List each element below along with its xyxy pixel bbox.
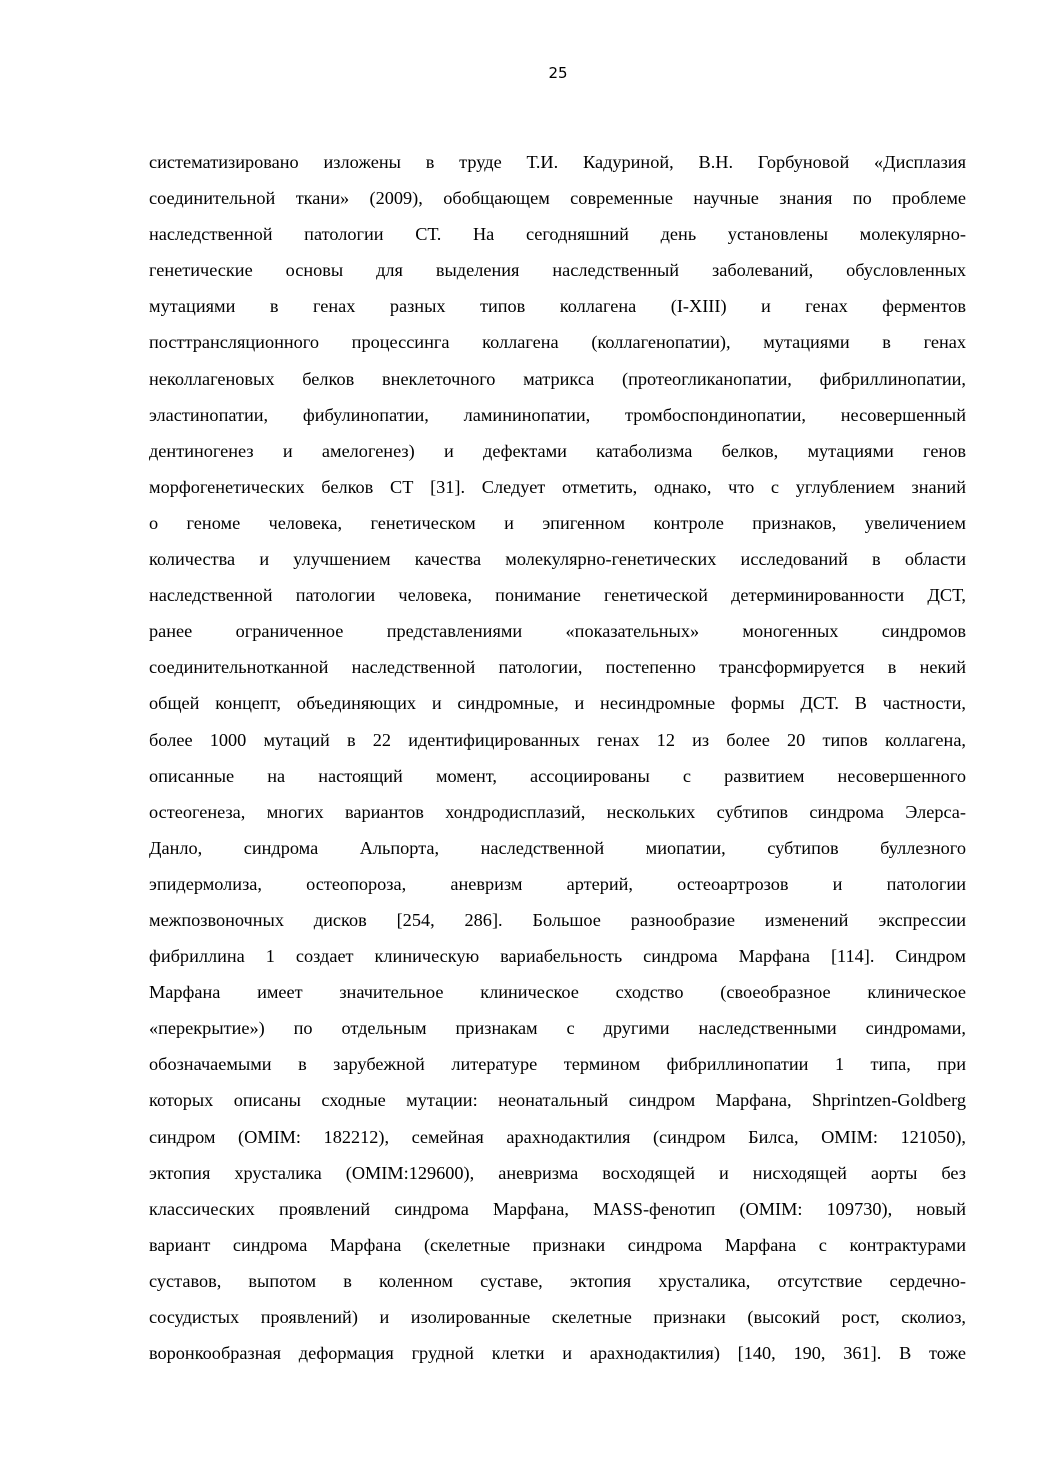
text-line: более 1000 мутаций в 22 идентифицированных генах 12 из более 20 типов коллагена, bbox=[149, 729, 966, 750]
text-line: неколлагеновых белков внеклеточного матрикса (протеогликанопатии, фибриллинопатии, bbox=[149, 368, 966, 389]
body-paragraph bbox=[149, 144, 966, 1371]
text-line: синдром (OMIM: 182212), семейная арахнодактилия (синдром Билса, OMIM: 121050), bbox=[149, 1126, 966, 1147]
text-line: генетические основы для выделения наследственный заболеваний, обусловленных bbox=[149, 260, 966, 281]
text-line: воронкообразная деформация грудной клетки и арахнодактилия) [140, 190, 361]. В тоже bbox=[149, 1343, 966, 1364]
text-line: эластинопатии, фибулинопатии, ламининопатии, тромбоспондинопатии, несовершенный bbox=[149, 404, 966, 425]
text-line: Данло, синдрома Альпорта, наследственной миопатии, субтипов буллезного bbox=[149, 837, 966, 858]
text-line: количества и улучшением качества молекулярно-генетических исследований в области bbox=[149, 549, 966, 570]
text-line: Марфана имеет значительное клиническое сходство (своеобразное клиническое bbox=[149, 982, 966, 1003]
text-line: дентиногенез и амелогенез) и дефектами катаболизма белков, мутациями генов bbox=[149, 440, 966, 461]
text-line: систематизировано изложены в труде Т.И. Кадуриной, В.Н. Горбуновой «Дисплазия bbox=[149, 152, 966, 172]
page-number: 25 bbox=[548, 64, 568, 82]
text-line: описанные на настоящий момент, ассоциированы с развитием несовершенного bbox=[149, 765, 966, 786]
text-line: вариант синдрома Марфана (скелетные признаки синдрома Марфана с контрактурами bbox=[149, 1234, 966, 1255]
text-line: мутациями в генах разных типов коллагена (I-XIII) и генах ферментов bbox=[149, 296, 966, 317]
text-line: наследственной патологии человека, понимание генетической детерминированности ДСТ, bbox=[149, 585, 966, 606]
text-line: соединительнотканной наследственной патологии, постепенно трансформируется в некий bbox=[149, 657, 966, 678]
text-line: суставов, выпотом в коленном суставе, эктопия хрусталика, отсутствие сердечно- bbox=[149, 1270, 966, 1291]
text-line: посттрансляционного процессинга коллагена (коллагенопатии), мутациями в генах bbox=[149, 332, 966, 353]
text-line: эктопия хрусталика (OMIM:129600), аневризма восходящей и нисходящей аорты без bbox=[149, 1162, 966, 1183]
text-line: классических проявлений синдрома Марфана, MASS-фенотип (OMIM: 109730), новый bbox=[149, 1198, 966, 1219]
text-line: межпозвоночных дисков [254, 286]. Большое разнообразие изменений экспрессии bbox=[149, 909, 966, 930]
text-line: соединительной ткани» (2009), обобщающем современные научные знания по проблеме bbox=[149, 188, 966, 209]
text-line: морфогенетических белков СТ [31]. Следует отметить, однако, что с углублением знаний bbox=[149, 476, 966, 497]
text-line: фибриллина 1 создает клиническую вариабельность синдрома Марфана [114]. Синдром bbox=[149, 946, 966, 967]
text-line: остеогенеза, многих вариантов хондродисплазий, нескольких субтипов синдрома Элерса- bbox=[149, 801, 966, 822]
text-line: эпидермолиза, остеопороза, аневризм артерий, остеоартрозов и патологии bbox=[149, 873, 966, 894]
text-line: общей концепт, объединяющих и синдромные, и несиндромные формы ДСТ. В частности, bbox=[149, 693, 966, 714]
text-line: о геноме человека, генетическом и эпигенном контроле признаков, увеличением bbox=[149, 512, 966, 533]
text-line: обозначаемыми в зарубежной литературе термином фибриллинопатии 1 типа, при bbox=[149, 1054, 966, 1075]
text-line: сосудистых проявлений) и изолированные скелетные признаки (высокий рост, сколиоз, bbox=[149, 1307, 966, 1327]
text-line: ранее ограниченное представлениями «показательных» моногенных синдромов bbox=[149, 621, 966, 642]
text-line: «перекрытие») по отдельным признакам с другими наследственными синдромами, bbox=[149, 1018, 966, 1039]
text-line: которых описаны сходные мутации: неонатальный синдром Марфана, Shprintzen-Goldberg bbox=[149, 1090, 966, 1111]
text-line: наследственной патологии СТ. На сегодняшний день установлены молекулярно- bbox=[149, 224, 966, 245]
